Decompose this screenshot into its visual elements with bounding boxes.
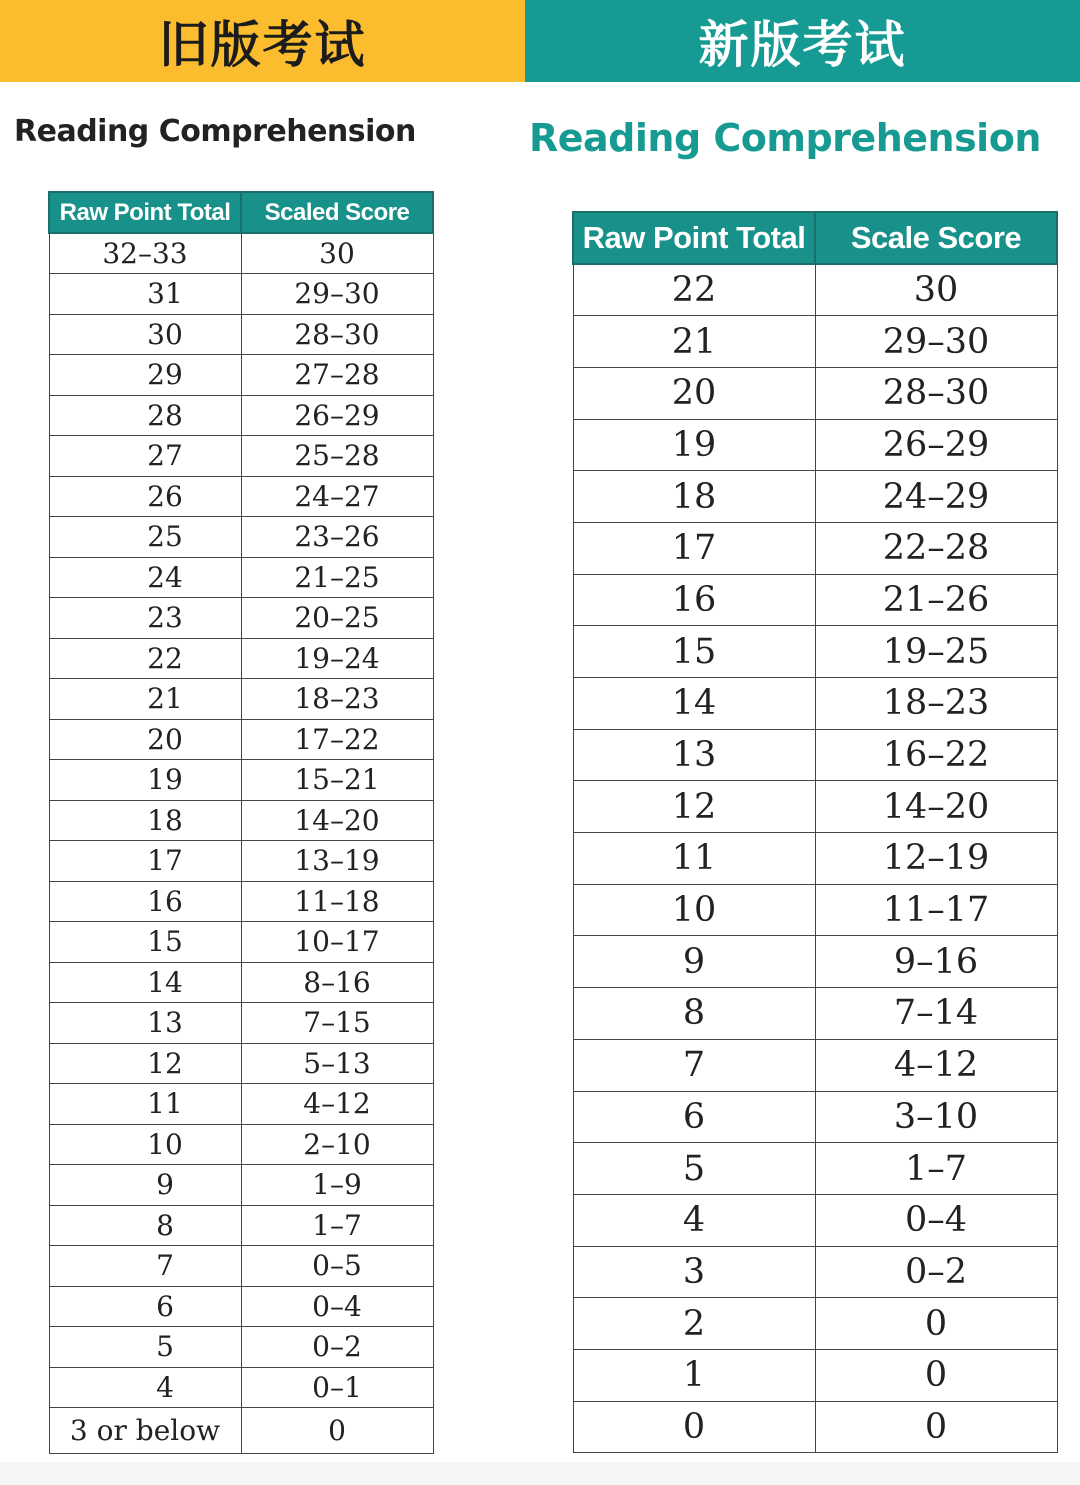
table-row xyxy=(573,419,1057,471)
table-row xyxy=(49,517,433,558)
table-row xyxy=(49,1327,433,1368)
old-raw-point-cell: 10 xyxy=(49,1124,241,1165)
old-scaled-score-cell: 0–1 xyxy=(241,1367,433,1408)
table-row xyxy=(573,884,1057,936)
table-row xyxy=(49,760,433,801)
new-table-header-row xyxy=(573,212,1057,264)
new-raw-point-cell: 0 xyxy=(573,1401,815,1453)
old-scaled-score-cell: 7–15 xyxy=(241,1003,433,1044)
old-scaled-score-cell: 24–27 xyxy=(241,476,433,517)
old-scaled-score-cell: 20–25 xyxy=(241,598,433,639)
table-row xyxy=(49,355,433,396)
old-score-table xyxy=(48,191,434,1454)
new-raw-point-cell: 11 xyxy=(573,833,815,885)
old-raw-point-cell: 25 xyxy=(49,517,241,558)
old-scaled-score-cell: 27–28 xyxy=(241,355,433,396)
table-row xyxy=(49,476,433,517)
new-scaled-score-cell: 0–2 xyxy=(815,1246,1057,1298)
new-raw-point-cell: 9 xyxy=(573,936,815,988)
table-row xyxy=(573,936,1057,988)
old-table-header-row xyxy=(49,192,433,233)
old-raw-point-cell: 16 xyxy=(49,881,241,922)
table-row xyxy=(573,316,1057,368)
new-scaled-score-cell: 30 xyxy=(815,264,1057,316)
new-scaled-score-cell: 19–25 xyxy=(815,626,1057,678)
old-scaled-score-cell: 1–9 xyxy=(241,1165,433,1206)
new-raw-point-cell: 20 xyxy=(573,367,815,419)
old-scaled-score-cell: 1–7 xyxy=(241,1205,433,1246)
old-scaled-score-cell: 28–30 xyxy=(241,314,433,355)
new-table-body xyxy=(573,264,1057,1453)
table-row xyxy=(49,274,433,315)
old-scaled-score-cell: 26–29 xyxy=(241,395,433,436)
table-row xyxy=(49,233,433,274)
table-row xyxy=(49,881,433,922)
table-row xyxy=(49,1367,433,1408)
old-raw-point-cell: 24 xyxy=(49,557,241,598)
new-scaled-score-cell: 9–16 xyxy=(815,936,1057,988)
table-row xyxy=(573,1091,1057,1143)
new-scaled-score-cell: 11–17 xyxy=(815,884,1057,936)
table-row xyxy=(573,1401,1057,1453)
new-raw-point-cell: 3 xyxy=(573,1246,815,1298)
table-row xyxy=(49,841,433,882)
new-raw-point-cell: 18 xyxy=(573,471,815,523)
old-scaled-score-cell: 21–25 xyxy=(241,557,433,598)
new-scaled-score-cell: 28–30 xyxy=(815,367,1057,419)
table-row xyxy=(49,719,433,760)
table-row xyxy=(573,522,1057,574)
old-raw-point-cell: 9 xyxy=(49,1165,241,1206)
new-scaled-score-cell: 0 xyxy=(815,1349,1057,1401)
old-scaled-score-cell: 8–16 xyxy=(241,962,433,1003)
old-raw-point-cell: 6 xyxy=(49,1286,241,1327)
new-scaled-score-cell: 24–29 xyxy=(815,471,1057,523)
old-raw-point-cell: 19 xyxy=(49,760,241,801)
new-scaled-score-cell: 7–14 xyxy=(815,988,1057,1040)
old-raw-point-cell: 29 xyxy=(49,355,241,396)
old-scaled-score-cell: 2–10 xyxy=(241,1124,433,1165)
old-raw-point-cell: 4 xyxy=(49,1367,241,1408)
table-row xyxy=(573,574,1057,626)
table-row xyxy=(573,833,1057,885)
old-exam-banner xyxy=(0,0,525,82)
new-raw-point-cell: 14 xyxy=(573,678,815,730)
new-scaled-score-cell: 14–20 xyxy=(815,781,1057,833)
old-raw-point-cell: 30 xyxy=(49,314,241,355)
old-raw-point-cell: 32–33 xyxy=(49,233,241,274)
new-raw-point-cell: 5 xyxy=(573,1143,815,1195)
old-scaled-score-cell: 29–30 xyxy=(241,274,433,315)
table-row xyxy=(573,1039,1057,1091)
new-raw-point-cell: 4 xyxy=(573,1194,815,1246)
new-raw-point-cell: 13 xyxy=(573,729,815,781)
new-raw-point-cell: 12 xyxy=(573,781,815,833)
old-scaled-score-cell: 25–28 xyxy=(241,436,433,477)
table-row xyxy=(49,1246,433,1287)
old-raw-point-cell: 26 xyxy=(49,476,241,517)
new-exam-banner xyxy=(525,0,1080,82)
old-table-body xyxy=(49,233,433,1454)
table-row xyxy=(49,962,433,1003)
old-raw-point-cell: 3 or below xyxy=(49,1408,241,1454)
table-row xyxy=(573,367,1057,419)
table-row xyxy=(573,1298,1057,1350)
old-section-title: Reading Comprehension xyxy=(14,114,416,149)
table-row xyxy=(573,781,1057,833)
new-scaled-score-cell: 29–30 xyxy=(815,316,1057,368)
table-row xyxy=(49,395,433,436)
new-raw-point-cell: 6 xyxy=(573,1091,815,1143)
new-exam-banner-label: 新版考试 xyxy=(698,16,907,74)
old-header-raw-point-total: Raw Point Total xyxy=(49,192,241,233)
new-raw-point-cell: 7 xyxy=(573,1039,815,1091)
new-scaled-score-cell: 4–12 xyxy=(815,1039,1057,1091)
old-raw-point-cell: 7 xyxy=(49,1246,241,1287)
old-raw-point-cell: 21 xyxy=(49,679,241,720)
table-row xyxy=(49,800,433,841)
table-row xyxy=(573,1143,1057,1195)
table-row xyxy=(573,988,1057,1040)
new-raw-point-cell: 19 xyxy=(573,419,815,471)
table-row xyxy=(49,679,433,720)
old-raw-point-cell: 18 xyxy=(49,800,241,841)
new-raw-point-cell: 15 xyxy=(573,626,815,678)
new-scaled-score-cell: 0 xyxy=(815,1401,1057,1453)
new-header-scale-score: Scale Score xyxy=(815,212,1057,264)
old-raw-point-cell: 11 xyxy=(49,1084,241,1125)
old-raw-point-cell: 28 xyxy=(49,395,241,436)
new-raw-point-cell: 2 xyxy=(573,1298,815,1350)
old-raw-point-cell: 15 xyxy=(49,922,241,963)
table-row xyxy=(49,922,433,963)
new-scaled-score-cell: 12–19 xyxy=(815,833,1057,885)
old-scaled-score-cell: 23–26 xyxy=(241,517,433,558)
table-row xyxy=(573,264,1057,316)
table-row xyxy=(49,598,433,639)
table-row xyxy=(49,1084,433,1125)
table-row xyxy=(49,1286,433,1327)
old-scaled-score-cell: 0–5 xyxy=(241,1246,433,1287)
old-raw-point-cell: 17 xyxy=(49,841,241,882)
new-raw-point-cell: 16 xyxy=(573,574,815,626)
old-scaled-score-cell: 0–2 xyxy=(241,1327,433,1368)
new-scaled-score-cell: 21–26 xyxy=(815,574,1057,626)
table-row xyxy=(573,1246,1057,1298)
old-scaled-score-cell: 18–23 xyxy=(241,679,433,720)
old-header-scaled-score: Scaled Score xyxy=(241,192,433,233)
new-section-title: Reading Comprehension xyxy=(529,116,1041,160)
old-raw-point-cell: 12 xyxy=(49,1043,241,1084)
old-scaled-score-cell: 4–12 xyxy=(241,1084,433,1125)
old-raw-point-cell: 14 xyxy=(49,962,241,1003)
old-raw-point-cell: 8 xyxy=(49,1205,241,1246)
new-raw-point-cell: 21 xyxy=(573,316,815,368)
old-scaled-score-cell: 17–22 xyxy=(241,719,433,760)
table-row xyxy=(49,1408,433,1454)
new-raw-point-cell: 1 xyxy=(573,1349,815,1401)
table-row xyxy=(49,1124,433,1165)
old-scaled-score-cell: 11–18 xyxy=(241,881,433,922)
table-row xyxy=(573,626,1057,678)
old-scaled-score-cell: 30 xyxy=(241,233,433,274)
table-row xyxy=(573,1349,1057,1401)
old-scaled-score-cell: 0–4 xyxy=(241,1286,433,1327)
table-row xyxy=(49,557,433,598)
new-scaled-score-cell: 0 xyxy=(815,1298,1057,1350)
old-raw-point-cell: 31 xyxy=(49,274,241,315)
new-scaled-score-cell: 0–4 xyxy=(815,1194,1057,1246)
new-scaled-score-cell: 3–10 xyxy=(815,1091,1057,1143)
old-scaled-score-cell: 19–24 xyxy=(241,638,433,679)
new-score-table xyxy=(572,211,1058,1453)
new-raw-point-cell: 8 xyxy=(573,988,815,1040)
old-raw-point-cell: 20 xyxy=(49,719,241,760)
new-scaled-score-cell: 18–23 xyxy=(815,678,1057,730)
old-scaled-score-cell: 5–13 xyxy=(241,1043,433,1084)
new-scaled-score-cell: 22–28 xyxy=(815,522,1057,574)
table-row xyxy=(573,471,1057,523)
table-row xyxy=(573,729,1057,781)
bottom-margin xyxy=(0,1462,1080,1485)
table-row xyxy=(49,638,433,679)
table-row xyxy=(49,1205,433,1246)
new-header-raw-point-total: Raw Point Total xyxy=(573,212,815,264)
old-raw-point-cell: 23 xyxy=(49,598,241,639)
new-scaled-score-cell: 26–29 xyxy=(815,419,1057,471)
old-exam-banner-label: 旧版考试 xyxy=(158,16,367,74)
table-row xyxy=(49,1043,433,1084)
new-scaled-score-cell: 1–7 xyxy=(815,1143,1057,1195)
old-raw-point-cell: 5 xyxy=(49,1327,241,1368)
new-raw-point-cell: 10 xyxy=(573,884,815,936)
old-scaled-score-cell: 15–21 xyxy=(241,760,433,801)
old-raw-point-cell: 13 xyxy=(49,1003,241,1044)
table-row xyxy=(49,436,433,477)
old-raw-point-cell: 22 xyxy=(49,638,241,679)
table-row xyxy=(49,1003,433,1044)
new-raw-point-cell: 22 xyxy=(573,264,815,316)
table-row xyxy=(49,314,433,355)
old-scaled-score-cell: 0 xyxy=(241,1408,433,1454)
table-row xyxy=(49,1165,433,1206)
new-scaled-score-cell: 16–22 xyxy=(815,729,1057,781)
table-row xyxy=(573,678,1057,730)
table-row xyxy=(573,1194,1057,1246)
new-raw-point-cell: 17 xyxy=(573,522,815,574)
old-scaled-score-cell: 13–19 xyxy=(241,841,433,882)
old-scaled-score-cell: 14–20 xyxy=(241,800,433,841)
old-raw-point-cell: 27 xyxy=(49,436,241,477)
old-scaled-score-cell: 10–17 xyxy=(241,922,433,963)
